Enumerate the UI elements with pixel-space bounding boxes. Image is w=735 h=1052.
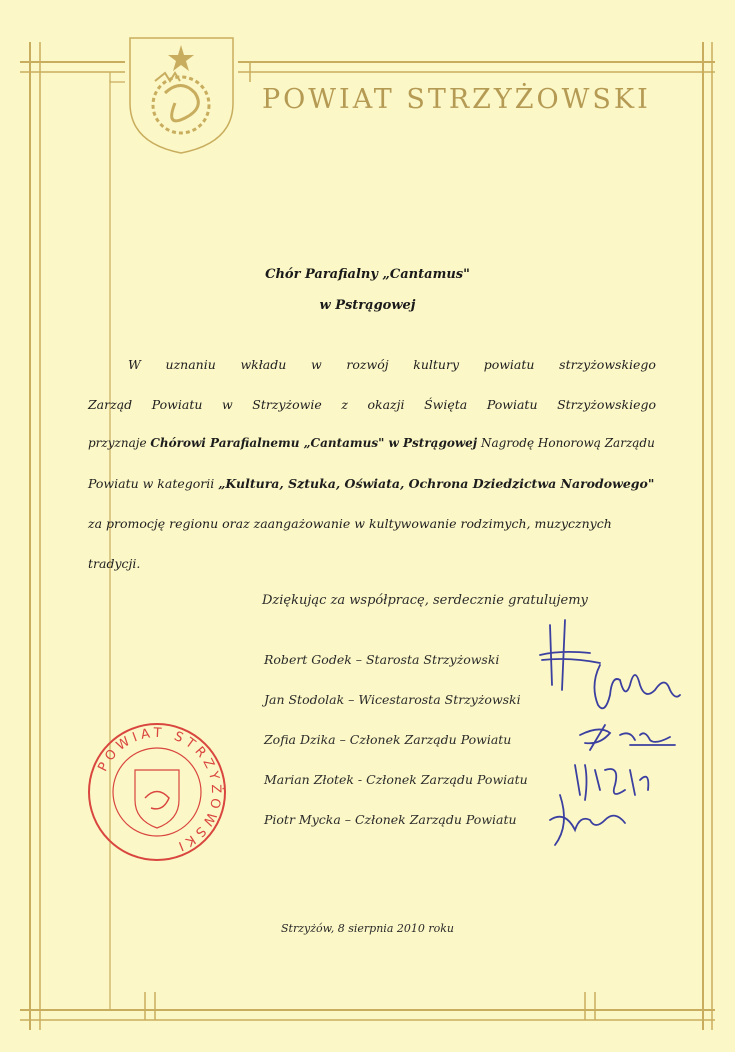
- word: Strzyżowskiego: [557, 397, 657, 412]
- stamp-text-path: POWIAT STRZYŻOWSKI: [95, 725, 224, 855]
- closing-phrase: Dziękując za współpracę, serdecznie gratulujemy: [262, 593, 588, 608]
- recipient-name: Chór Parafialny „Cantamus": [265, 267, 470, 282]
- handwritten-signatures: [530, 605, 690, 855]
- word: strzyżowskiego: [559, 357, 656, 372]
- issue-date: Strzyżów, 8 sierpnia 2010 roku: [281, 922, 454, 935]
- word: okazji: [367, 397, 405, 412]
- award-line-3: [88, 436, 656, 450]
- recipient-location: w Pstrągowej: [319, 298, 416, 313]
- word: Zarząd: [88, 397, 133, 412]
- county-title: POWIAT STRZYŻOWSKI: [262, 84, 651, 115]
- word: W: [128, 357, 141, 372]
- award-line-5: za promocję regionu oraz zaangażowanie w kultywowanie rodzimych, muzycznych: [88, 516, 612, 531]
- word: uznaniu: [165, 357, 216, 372]
- word: w: [311, 357, 322, 372]
- award-line-6: tradycji.: [88, 556, 141, 571]
- signatory-member-zlotek: Marian Złotek - Członek Zarządu Powiatu: [264, 772, 528, 787]
- word: wkładu: [240, 357, 287, 372]
- text-fragment: przyznaje: [88, 436, 147, 450]
- word: Święta: [424, 397, 468, 412]
- word: rozwój: [346, 357, 389, 372]
- signatory-starosta: Robert Godek – Starosta Strzyżowski: [264, 652, 500, 667]
- word: Powiatu: [151, 397, 203, 412]
- word: Powiatu: [486, 397, 538, 412]
- award-line-1: [128, 357, 656, 372]
- word: powiatu: [483, 357, 535, 372]
- word: z: [341, 397, 348, 412]
- recipient-inline: Chórowi Parafialnemu „Cantamus" w Pstrągowej: [150, 436, 478, 450]
- word: Strzyżowie: [252, 397, 322, 412]
- award-category: „Kultura, Sztuka, Oświata, Ochrona Dziedzictwa Narodowego": [218, 476, 655, 491]
- award-line-4: [88, 476, 656, 491]
- signatory-member-dzika: Zofia Dzika – Członek Zarządu Powiatu: [264, 732, 512, 747]
- word: kultury: [413, 357, 460, 372]
- county-crest-icon: [125, 33, 238, 156]
- text-fragment: Nagrodę Honorową Zarządu: [480, 436, 655, 450]
- signatory-member-mycka: Piotr Mycka – Członek Zarządu Powiatu: [264, 812, 517, 827]
- county-stamp-icon: [85, 720, 230, 865]
- text-fragment: Powiatu w kategorii: [88, 476, 215, 491]
- word: w: [222, 397, 233, 412]
- signatory-wicestarosta: Jan Stodolak – Wicestarosta Strzyżowski: [264, 692, 521, 707]
- award-line-2: [88, 397, 656, 412]
